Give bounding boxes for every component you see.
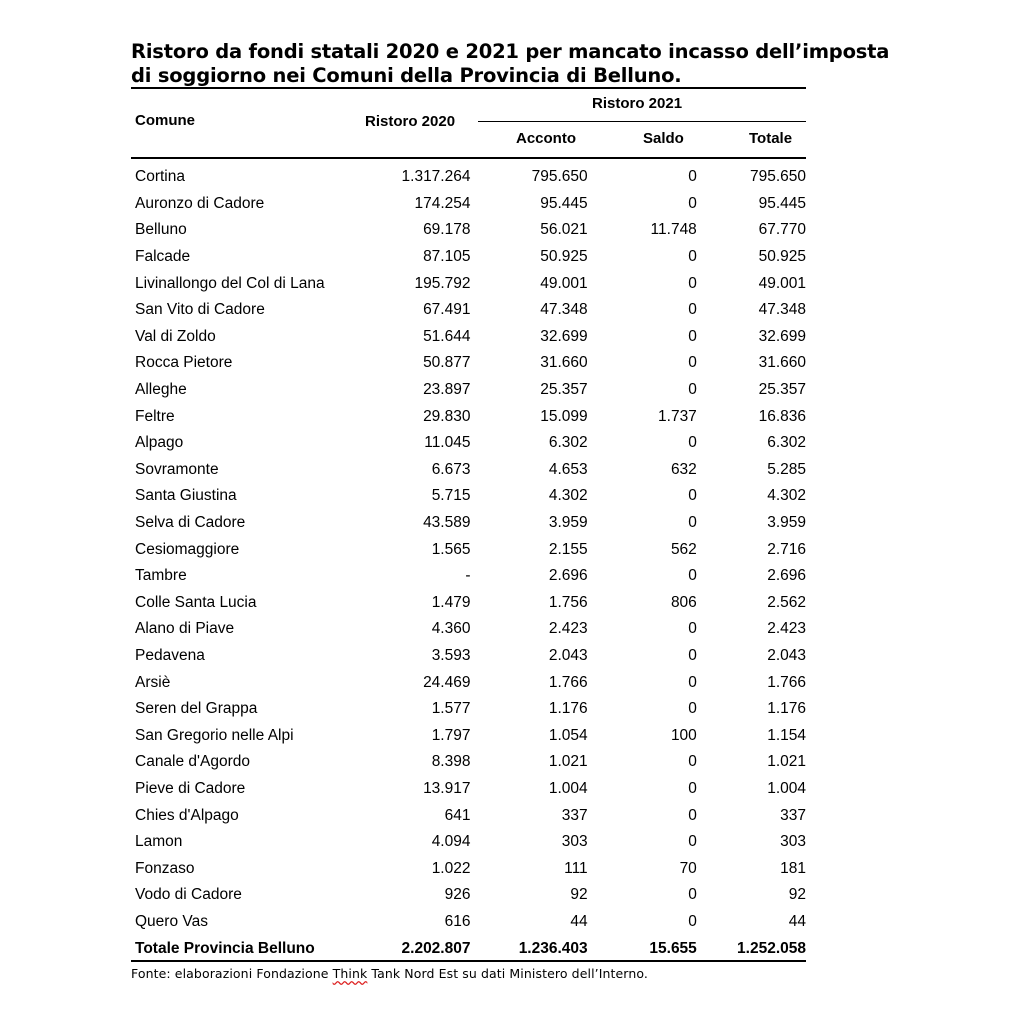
cell-acconto: 2.696: [548, 567, 588, 585]
cell-ristoro-2020: 69.178: [423, 221, 471, 239]
cell-acconto: 15.099: [540, 407, 588, 425]
cell-acconto: 303: [561, 833, 588, 851]
cell-acconto: 50.925: [540, 248, 588, 266]
undefined: [131, 563, 806, 590]
cell-acconto: 2.423: [548, 620, 588, 638]
cell-comune: Cesiomaggiore: [135, 540, 240, 558]
cell-totale: 49.001: [758, 274, 806, 292]
cell-acconto: 1.236.403: [518, 939, 588, 957]
cell-saldo: 0: [688, 248, 697, 266]
undefined: [131, 244, 806, 271]
cell-ristoro-2020: 174.254: [414, 194, 471, 212]
cell-comune: Canale d'Agordo: [135, 753, 250, 771]
cell-saldo: 0: [688, 194, 697, 212]
undefined: [131, 776, 806, 803]
cell-comune: Sovramonte: [135, 460, 219, 478]
cell-totale: 2.423: [767, 620, 806, 638]
header-acconto: Acconto: [516, 130, 576, 147]
cell-comune: Quero Vas: [135, 912, 208, 930]
cell-comune: Colle Santa Lucia: [135, 593, 257, 611]
cell-totale: 50.925: [758, 248, 806, 266]
cell-acconto: 795.650: [531, 168, 588, 186]
cell-saldo: 0: [688, 301, 697, 319]
cell-saldo: 0: [688, 753, 697, 771]
cell-totale: 44: [788, 912, 806, 930]
cell-saldo: 632: [670, 460, 697, 478]
cell-ristoro-2020: 616: [444, 912, 471, 930]
title-line-2: di soggiorno nei Comuni della Provincia di Belluno.: [131, 64, 682, 87]
cell-saldo: 0: [688, 514, 697, 532]
cell-saldo: 15.655: [649, 939, 697, 957]
cell-acconto: 44: [570, 912, 588, 930]
undefined: [131, 510, 806, 537]
undefined: [131, 377, 806, 404]
cell-saldo: 0: [688, 673, 697, 691]
undefined: [131, 935, 806, 962]
header-ristoro-2021: Ristoro 2021: [592, 95, 683, 112]
cell-ristoro-2020: 1.797: [431, 726, 471, 744]
cell-saldo: 0: [688, 274, 697, 292]
cell-ristoro-2020: 51.644: [423, 327, 471, 345]
cell-ristoro-2020: 50.877: [423, 354, 471, 372]
cell-comune: Alano di Piave: [135, 620, 235, 638]
cell-ristoro-2020: 5.715: [431, 487, 471, 505]
cell-acconto: 1.756: [548, 593, 588, 611]
source-text-before: Fonte: elaborazioni Fondazione: [131, 966, 333, 981]
cell-acconto: 1.176: [548, 700, 588, 718]
cell-comune: Livinallongo del Col di Lana: [135, 274, 325, 292]
cell-ristoro-2020: 11.045: [424, 434, 471, 452]
undefined: [131, 164, 806, 191]
undefined: [131, 324, 806, 351]
undefined: [131, 643, 806, 670]
cell-totale: 4.302: [767, 487, 806, 505]
cell-acconto: 49.001: [540, 274, 588, 292]
undefined: [131, 536, 806, 563]
cell-totale: 2.043: [767, 646, 806, 664]
cell-saldo: 100: [670, 726, 697, 744]
cell-comune: Arsiè: [135, 673, 171, 691]
cell-comune: San Vito di Cadore: [135, 301, 265, 319]
cell-comune: Seren del Grappa: [135, 700, 258, 718]
undefined: [131, 882, 806, 909]
cell-saldo: 0: [688, 700, 697, 718]
cell-saldo: 562: [670, 540, 697, 558]
undefined: [131, 909, 806, 936]
cell-acconto: 1.021: [548, 753, 588, 771]
cell-comune: Belluno: [135, 221, 187, 239]
cell-acconto: 2.043: [548, 646, 588, 664]
cell-acconto: 92: [570, 886, 588, 904]
undefined: [131, 616, 806, 643]
cell-saldo: 806: [670, 593, 697, 611]
cell-saldo: 70: [679, 859, 697, 877]
cell-saldo: 0: [688, 620, 697, 638]
cell-saldo: 0: [688, 833, 697, 851]
cell-totale: 16.836: [758, 407, 806, 425]
cell-ristoro-2020: 13.917: [423, 779, 471, 797]
cell-ristoro-2020: 6.673: [431, 460, 471, 478]
cell-saldo: 0: [688, 327, 697, 345]
cell-saldo: 1.737: [658, 407, 697, 425]
cell-ristoro-2020: 1.317.264: [401, 168, 471, 186]
cell-comune: Cortina: [135, 168, 185, 186]
cell-comune: Tambre: [135, 567, 187, 585]
cell-ristoro-2020: 43.589: [423, 514, 471, 532]
cell-ristoro-2020: 195.792: [414, 274, 471, 292]
cell-totale: 1.176: [767, 700, 806, 718]
undefined: [131, 297, 806, 324]
cell-saldo: 0: [688, 168, 697, 186]
cell-ristoro-2020: 926: [444, 886, 471, 904]
cell-ristoro-2020: 1.577: [431, 700, 471, 718]
table-body: [131, 164, 806, 962]
cell-comune: Vodo di Cadore: [135, 886, 242, 904]
cell-saldo: 0: [688, 487, 697, 505]
cell-comune: Pieve di Cadore: [135, 779, 246, 797]
cell-comune: Lamon: [135, 833, 183, 851]
cell-comune: Alleghe: [135, 381, 187, 399]
undefined: [131, 749, 806, 776]
cell-ristoro-2020: 67.491: [423, 301, 471, 319]
cell-acconto: 31.660: [540, 354, 588, 372]
cell-comune: Rocca Pietore: [135, 354, 233, 372]
cell-ristoro-2020: 1.479: [431, 593, 471, 611]
cell-ristoro-2020: -: [465, 567, 471, 585]
cell-comune: Alpago: [135, 434, 184, 452]
source-flagged-word: Think: [332, 966, 368, 981]
cell-saldo: 0: [688, 912, 697, 930]
cell-ristoro-2020: 29.830: [423, 407, 471, 425]
source-text-after: Tank Nord Est su dati Ministero dell’Interno.: [367, 966, 648, 981]
cell-ristoro-2020: 2.202.807: [401, 939, 471, 957]
cell-acconto: 56.021: [540, 221, 588, 239]
top-rule: [131, 87, 806, 89]
cell-acconto: 4.302: [548, 487, 588, 505]
cell-totale: 2.696: [767, 567, 806, 585]
header-rule: [131, 157, 806, 159]
cell-totale: 31.660: [758, 354, 806, 372]
cell-totale: 2.562: [767, 593, 806, 611]
cell-acconto: 4.653: [548, 460, 588, 478]
cell-comune: Pedavena: [135, 646, 205, 664]
cell-ristoro-2020: 87.105: [423, 248, 471, 266]
cell-totale: 1.021: [767, 753, 806, 771]
cell-comune: Auronzo di Cadore: [135, 194, 265, 212]
cell-totale: 67.770: [758, 221, 806, 239]
cell-totale: 92: [788, 886, 806, 904]
cell-totale: 95.445: [758, 194, 806, 212]
header-saldo: Saldo: [643, 130, 684, 147]
cell-ristoro-2020: 24.469: [423, 673, 471, 691]
bottom-rule: [131, 960, 806, 962]
cell-comune: Feltre: [135, 407, 175, 425]
cell-totale: 1.252.058: [737, 939, 806, 957]
cell-saldo: 0: [688, 381, 697, 399]
undefined: [131, 217, 806, 244]
cell-totale: 181: [780, 859, 806, 877]
cell-saldo: 0: [688, 806, 697, 824]
cell-acconto: 2.155: [548, 540, 588, 558]
cell-saldo: 0: [688, 886, 697, 904]
cell-totale: 47.348: [758, 301, 806, 319]
cell-ristoro-2020: 23.897: [423, 381, 471, 399]
cell-acconto: 95.445: [540, 194, 588, 212]
title-line-1: Ristoro da fondi statali 2020 e 2021 per mancato incasso dell’imposta: [131, 40, 890, 63]
cell-totale: 795.650: [749, 168, 806, 186]
undefined: [131, 802, 806, 829]
cell-totale: 303: [780, 833, 806, 851]
cell-comune: Selva di Cadore: [135, 514, 246, 532]
cell-acconto: 111: [564, 859, 588, 877]
cell-comune: Val di Zoldo: [135, 327, 216, 345]
cell-comune: Falcade: [135, 248, 191, 266]
cell-totale: 1.004: [767, 779, 806, 797]
cell-acconto: 1.004: [548, 779, 588, 797]
undefined: [131, 483, 806, 510]
cell-saldo: 0: [688, 646, 697, 664]
undefined: [131, 829, 806, 856]
undefined: [131, 457, 806, 484]
cell-saldo: 0: [688, 434, 697, 452]
cell-acconto: 6.302: [548, 434, 588, 452]
undefined: [131, 590, 806, 617]
cell-totale: 32.699: [758, 327, 806, 345]
cell-ristoro-2020: 8.398: [431, 753, 471, 771]
undefined: [131, 350, 806, 377]
cell-acconto: 337: [561, 806, 588, 824]
header-totale: Totale: [749, 130, 793, 147]
cell-acconto: 1.054: [548, 726, 588, 744]
cell-totale: 1.766: [767, 673, 806, 691]
cell-comune: Totale Provincia Belluno: [135, 939, 315, 957]
undefined: [131, 270, 806, 297]
undefined: [131, 669, 806, 696]
cell-comune: San Gregorio nelle Alpi: [135, 726, 294, 744]
cell-totale: 25.357: [758, 381, 806, 399]
undefined: [131, 191, 806, 218]
cell-saldo: 0: [688, 779, 697, 797]
cell-ristoro-2020: 641: [444, 806, 471, 824]
cell-acconto: 1.766: [548, 673, 588, 691]
cell-acconto: 47.348: [540, 301, 588, 319]
cell-acconto: 3.959: [548, 514, 588, 532]
cell-saldo: 0: [688, 567, 697, 585]
source-note: [131, 966, 648, 981]
cell-totale: 5.285: [767, 460, 806, 478]
cell-ristoro-2020: 1.565: [431, 540, 471, 558]
header-group-rule: [478, 121, 806, 122]
data-table: [131, 164, 806, 962]
undefined: [131, 855, 806, 882]
undefined: [131, 696, 806, 723]
cell-ristoro-2020: 4.094: [431, 833, 471, 851]
table-title: [131, 40, 891, 88]
cell-ristoro-2020: 3.593: [431, 646, 471, 664]
undefined: [131, 722, 806, 749]
cell-comune: Fonzaso: [135, 859, 195, 877]
header-ristoro-2020: Ristoro 2020: [365, 113, 456, 130]
undefined: [131, 430, 806, 457]
cell-ristoro-2020: 4.360: [431, 620, 471, 638]
cell-acconto: 25.357: [540, 381, 588, 399]
cell-totale: 337: [780, 806, 806, 824]
cell-ristoro-2020: 1.022: [431, 859, 471, 877]
cell-saldo: 11.748: [650, 221, 697, 239]
cell-acconto: 32.699: [540, 327, 588, 345]
cell-comune: Chies d'Alpago: [135, 806, 239, 824]
header-comune: Comune: [135, 112, 195, 129]
cell-totale: 3.959: [767, 514, 806, 532]
cell-comune: Santa Giustina: [135, 487, 237, 505]
cell-totale: 6.302: [767, 434, 806, 452]
cell-totale: 2.716: [767, 540, 806, 558]
undefined: [131, 403, 806, 430]
cell-totale: 1.154: [767, 726, 806, 744]
cell-saldo: 0: [688, 354, 697, 372]
